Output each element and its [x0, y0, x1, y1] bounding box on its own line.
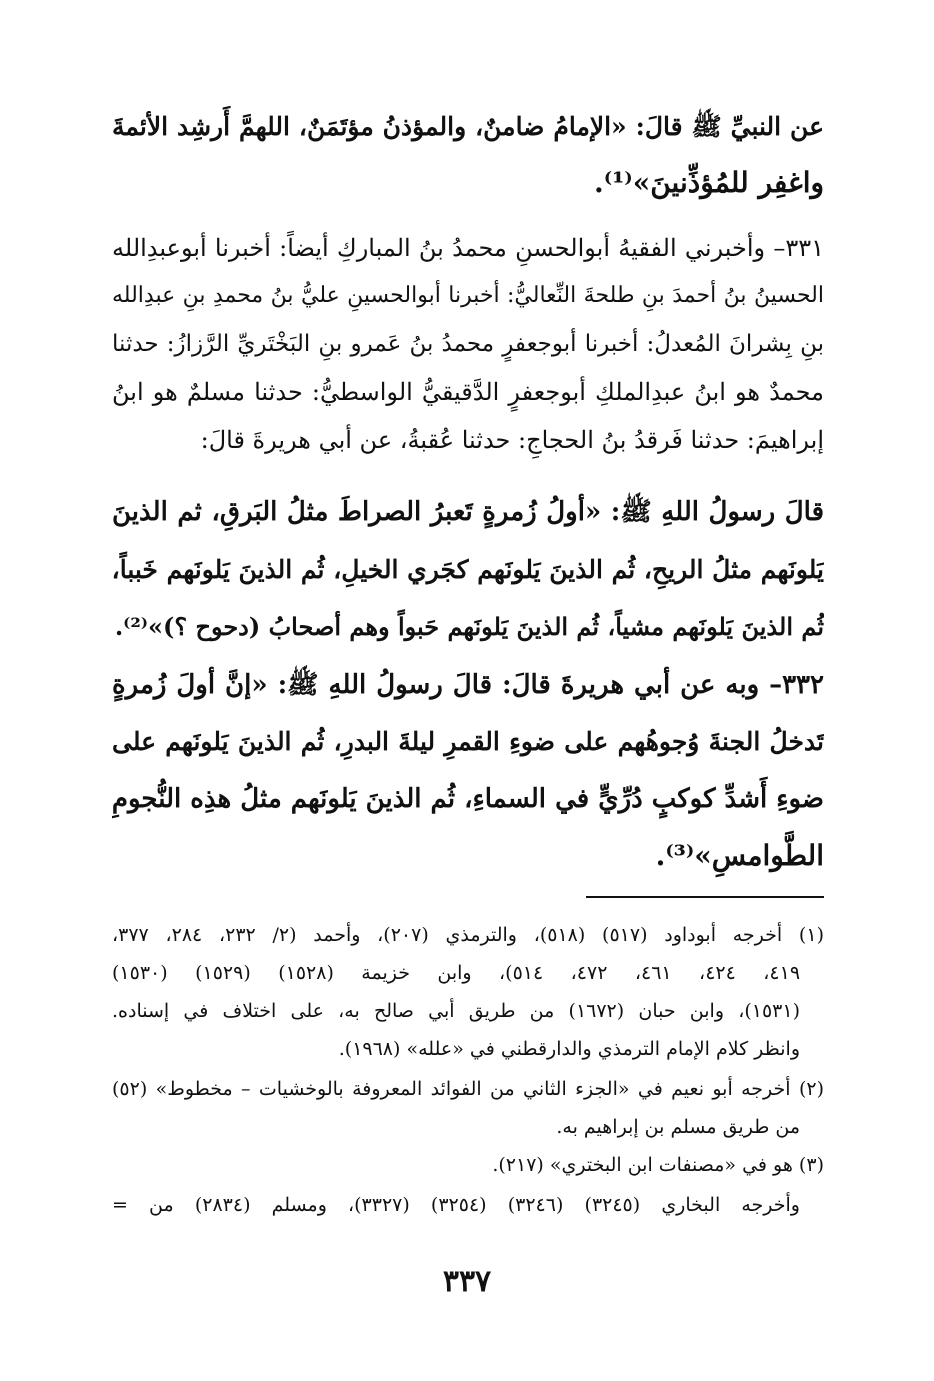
- footnote-2-line-1: (٢) أخرجه أبو نعيم في «الجزء الثاني من الفوائد المعروفة بالوخشيات – مخطوط» (٥٢): [112, 1078, 824, 1100]
- footnote-2-line-2: من طريق مسلم بن إبراهيم به.: [556, 1116, 800, 1138]
- page-number: ٣٣٧: [442, 1264, 492, 1299]
- hadith-332-line-2: تَدخلُ الجنةَ وُجوهُهم على ضوءِ القمرِ ليلةَ البدرِ، ثُم الذينَ يَلونَهم على: [112, 727, 824, 756]
- hadith-331-matn-line-1: قالَ رسولُ اللهِ ﷺ: «أولُ زُمرةٍ تَعبرُ الصراطَ مثلُ البَرقِ، ثم الذينَ: [112, 497, 824, 527]
- hadith-330-line-1: عن النبيِّ ﷺ قالَ: «الإمامُ ضامنٌ، والمؤذنُ مؤتَمَنٌ، اللهمَّ أَرشِد الأئمةَ: [112, 112, 824, 141]
- hadith-330-line-2: واغفِر للمُؤذِّنينَ»⁽¹⁾.: [594, 166, 824, 199]
- hadith-331-isnad-line-4: محمدٌ هو ابنُ عبدِالملكِ أبوجعفرٍ الدَّقيقيُّ الواسطيُّ: حدثنا مسلمٌ هو ابنُ: [112, 378, 824, 406]
- footnote-3-line-1: (٣) هو في «مصنفات ابن البختري» (٢١٧).: [492, 1154, 824, 1176]
- hadith-332-line-3: ضوءِ أَشدِّ كوكبٍ دُرِّيٍّ في السماءِ، ثُم الذينَ يَلونَهم مثلُ هذِه النُّجومِ: [112, 784, 824, 814]
- footnote-1-line-4: وانظر كلام الإمام الترمذي والدارقطني في «علله» (١٩٦٨).: [338, 1038, 800, 1060]
- hadith-331-isnad-line-2: الحسينُ بنُ أحمدَ بنِ طلحةَ النِّعاليُّ: أخبرنا أبوالحسينِ عليُّ بنُ محمدِ بنِ عبدِالله: [112, 283, 824, 308]
- footnote-1-line-1: (١) أخرجه أبوداود (٥١٧) (٥١٨)، والترمذي (٢٠٧)، وأحمد (٢/ ٢٣٢، ٢٨٤، ٣٧٧،: [112, 924, 824, 946]
- hadith-331-matn-line-3: ثُم الذينَ يَلونَهم مشياً، ثُم الذينَ يَلونَهم حَبواً وهم أصحابُ (دحوح ؟)»⁽²⁾.: [114, 612, 824, 641]
- footnote-divider: [586, 896, 824, 898]
- hadith-331-isnad-line-3: بنِ بِشرانَ المُعدلُ: أخبرنا أبوجعفرٍ محمدُ بنُ عَمرو بنِ البَخْتَريِّ الرَّزازُ: حدثنا: [112, 331, 824, 357]
- hadith-331-isnad-line-5: إبراهيمَ: حدثنا فَرقدُ بنُ الحجاجِ: حدثنا عُقبةُ، عن أبي هريرةَ قالَ:: [200, 426, 824, 454]
- footnote-1-line-2: ٤١٩، ٤٢٤، ٤٦١، ٤٧٢، ٥١٤)، وابن خزيمة (١٥٢٨) (١٥٢٩) (١٥٣٠): [112, 962, 800, 984]
- hadith-332-line-4: الطَّوامسِ»⁽³⁾.: [655, 839, 824, 872]
- hadith-331-matn-line-2: يَلونَهم مثلُ الريحِ، ثُم الذينَ يَلونَهم كجَري الخيلِ، ثُم الذينَ يَلونَهم خَبباً،: [112, 555, 824, 584]
- hadith-331-isnad-line-1: ٣٣١– وأخبرني الفقيهُ أبوالحسنِ محمدُ بنُ المباركِ أيضاً: أخبرنا أبوعبدِالله: [112, 234, 824, 262]
- footnote-3-line-2: وأخرجه البخاري (٣٢٤٥) (٣٢٤٦) (٣٢٥٤) (٣٣٢٧)، ومسلم (٢٨٣٤) من =: [112, 1194, 800, 1216]
- footnote-1-line-3: (١٥٣١)، وابن حبان (١٦٧٢) من طريق أبي صالح به، على اختلاف في إسناده.: [112, 1000, 800, 1022]
- hadith-332-line-1: ٣٣٢– وبه عن أبي هريرةَ قالَ: قالَ رسولُ اللهِ ﷺ: «إنَّ أولَ زُمرةٍ: [112, 670, 824, 700]
